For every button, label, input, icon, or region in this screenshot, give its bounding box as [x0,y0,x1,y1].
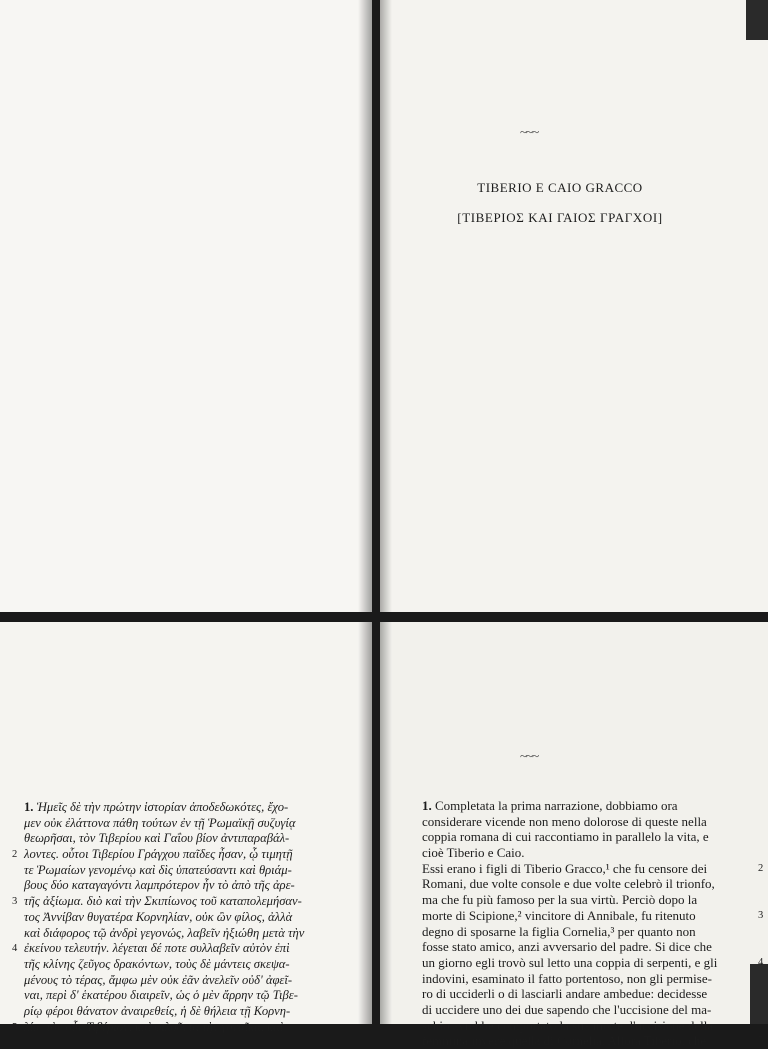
line-text: degno di sposarne la figlia Cornelia,³ per quanto non [422,923,696,939]
page-gutter-shadow [358,622,372,1024]
line-text: di uccidere uno dei due sapendo che l'uccisione del ma- [422,1001,712,1017]
greek-text [12,800,305,1035]
line-text: καὶ διάφορος τῷ ἀνδρὶ γεγονώς, λαβεῖν ἠξιώθη μετὰ τὴν [24,925,305,940]
text-line [422,892,717,908]
line-number: 3 [758,909,764,921]
text-line [422,860,764,877]
greek-text-page [0,622,372,1034]
text-line [24,863,304,879]
blank-page [0,0,372,612]
text-line [24,878,304,894]
text-line [422,798,717,814]
text-line [24,800,304,816]
text-line [24,910,304,926]
text-line [422,939,717,955]
title-page [380,0,768,612]
text-line [422,924,717,940]
italian-text-page [380,622,768,1049]
text-line [12,941,304,957]
page-gutter-shadow [380,622,392,1024]
text-line [422,1033,764,1049]
line-text: morte di Scipione,² vincitore di Annibale, fu ritenuto [422,907,696,923]
text-line [24,957,304,973]
page-gutter-shadow [380,0,392,612]
line-text: λίᾳ. τὸν οὖν Τιβέριον, καὶ φιλοῦντα τὴν γυναῖκα, καὶ [24,1019,284,1034]
line-text: ἐκείνου τελευτήν. λέγεται δέ ποτε συλλαβεῖν αὐτὸν ἐπὶ [24,941,290,956]
line-text: λοντες. οὗτοι Τιβερίου Γράγχου παῖδες ἦσαν, ᾧ τιμητῇ [24,847,293,862]
line-text: Romani, due volte console e due volte celebrò il trionfo, [422,876,715,892]
text-line [24,988,304,1004]
text-line [24,973,304,989]
line-number: 3 [12,896,18,908]
text-line [24,1004,304,1020]
text-line [422,986,717,1002]
chapter-title-greek: [ΤΙΒΕΡΙΟΣ ΚΑΙ ΓΑΙΟΣ ΓΡΑΓΧΟΙ] [457,210,663,225]
text-line [422,1018,717,1034]
text-line [422,971,717,987]
text-line [12,1019,304,1036]
line-number: 2 [758,862,764,874]
line-text: βους δύο καταγαγόντι λαμπρότερον ἦν τὸ ἀπὸ τῆς ἀρε- [24,878,295,893]
line-text: θεωρῆσαι, τὸν Τιβερίου καὶ Γαΐου βίον ἀντιπαραβάλ- [24,831,290,846]
chapter-title-italian: TIBERIO E CAIO GRACCO [477,180,643,195]
line-text: ma che fu più famoso per la sua virtù. Perciò dopo la [422,892,698,908]
section-number: 1. [24,800,34,814]
text-line [12,894,304,910]
line-text: Completata la prima narrazione, dobbiamo ora [431,798,678,813]
text-line [12,847,304,863]
line-text: τος Ἀννίβαν θυγατέρα Κορνηλίαν, οὐκ ὢν φίλος, ἀλλὰ [24,909,293,924]
line-text: μένους τὸ τέρας, ἄμφω μὲν οὐκ ἐᾶν ἀνελεῖν οὐδ' ἀφεῖ- [24,972,293,987]
line-text: Ἡμεῖς δὲ τὴν πρώτην ἱστορίαν ἀποδεδωκότες, ἔχο- [33,800,289,814]
text-line [422,829,717,845]
text-line [422,907,764,924]
line-text: fosse stato amico, anzi avversario del padre. Si dice che [422,939,712,955]
line-text: ρίῳ φέροι θάνατον ἀναιρεθείς, ἡ δὲ θήλεια τῇ Κορνη- [24,1003,291,1018]
line-number: 4 [758,956,764,968]
section-number: 1. [422,798,432,813]
text-line [422,845,717,861]
text-line [422,1002,717,1018]
line-number: 5 [758,1035,764,1047]
text-line [422,876,717,892]
text-line [422,954,764,971]
line-text: Essi erano i figli di Tiberio Gracco,¹ che fu censore dei [422,860,708,876]
text-line [24,926,304,942]
text-line [422,814,717,830]
line-text: μεν οὐκ ἐλάττονα πάθη τούτων ἐν τῇ Ῥωμαϊκῇ συζυγίᾳ [24,815,296,830]
line-text: τῆς κλίνης ζεῦγος δρακόντων, τοὺς δὲ μάντεις σκεψα- [24,956,290,971]
page-gutter-shadow [358,0,372,612]
line-text: schio avrebbe comportato la sua morte, l'uccisione della [422,1017,714,1033]
line-number: 2 [12,849,18,861]
italian-text [422,798,764,1049]
text-line [24,831,304,847]
line-text: coppia romana di cui raccontiamo in parallelo la vita, e [422,829,709,845]
line-text: indovini, esaminato il fatto portentoso, non gli permise- [422,970,712,986]
line-text: cioè Tiberio e Caio. [422,845,525,861]
scan-edge [746,0,768,40]
ornament: ~~~ [520,748,539,763]
line-text: τε Ῥωμαίων γενομένῳ καὶ δὶς ὑπατεύσαντι καὶ θριάμ- [24,862,292,877]
line-text: τῆς ἀξίωμα. διὸ καὶ τὴν Σκιπίωνος τοῦ καταπολεμήσαν- [24,894,302,909]
line-text: ro di ucciderli o di lasciarli andare ambedue: decidesse [422,986,708,1002]
line-text: ναι, περὶ δ' ἑκατέρου διαιρεῖν, ὡς ὁ μὲν ἄρρην τῷ Τιβε- [24,988,298,1003]
scan-edge [750,964,768,1024]
line-text: femmina invece quella di Cornelia. Allora Tiberio, che [422,1033,707,1049]
line-text: considerare vicende non meno dolorose di queste nella [422,813,707,829]
line-text: un giorno egli trovò sul letto una coppia di serpenti, e gli [422,954,718,970]
text-line [24,816,304,832]
ornament: ~~~ [520,124,539,139]
line-number: 4 [12,943,18,955]
line-number: 5 [12,1021,18,1033]
